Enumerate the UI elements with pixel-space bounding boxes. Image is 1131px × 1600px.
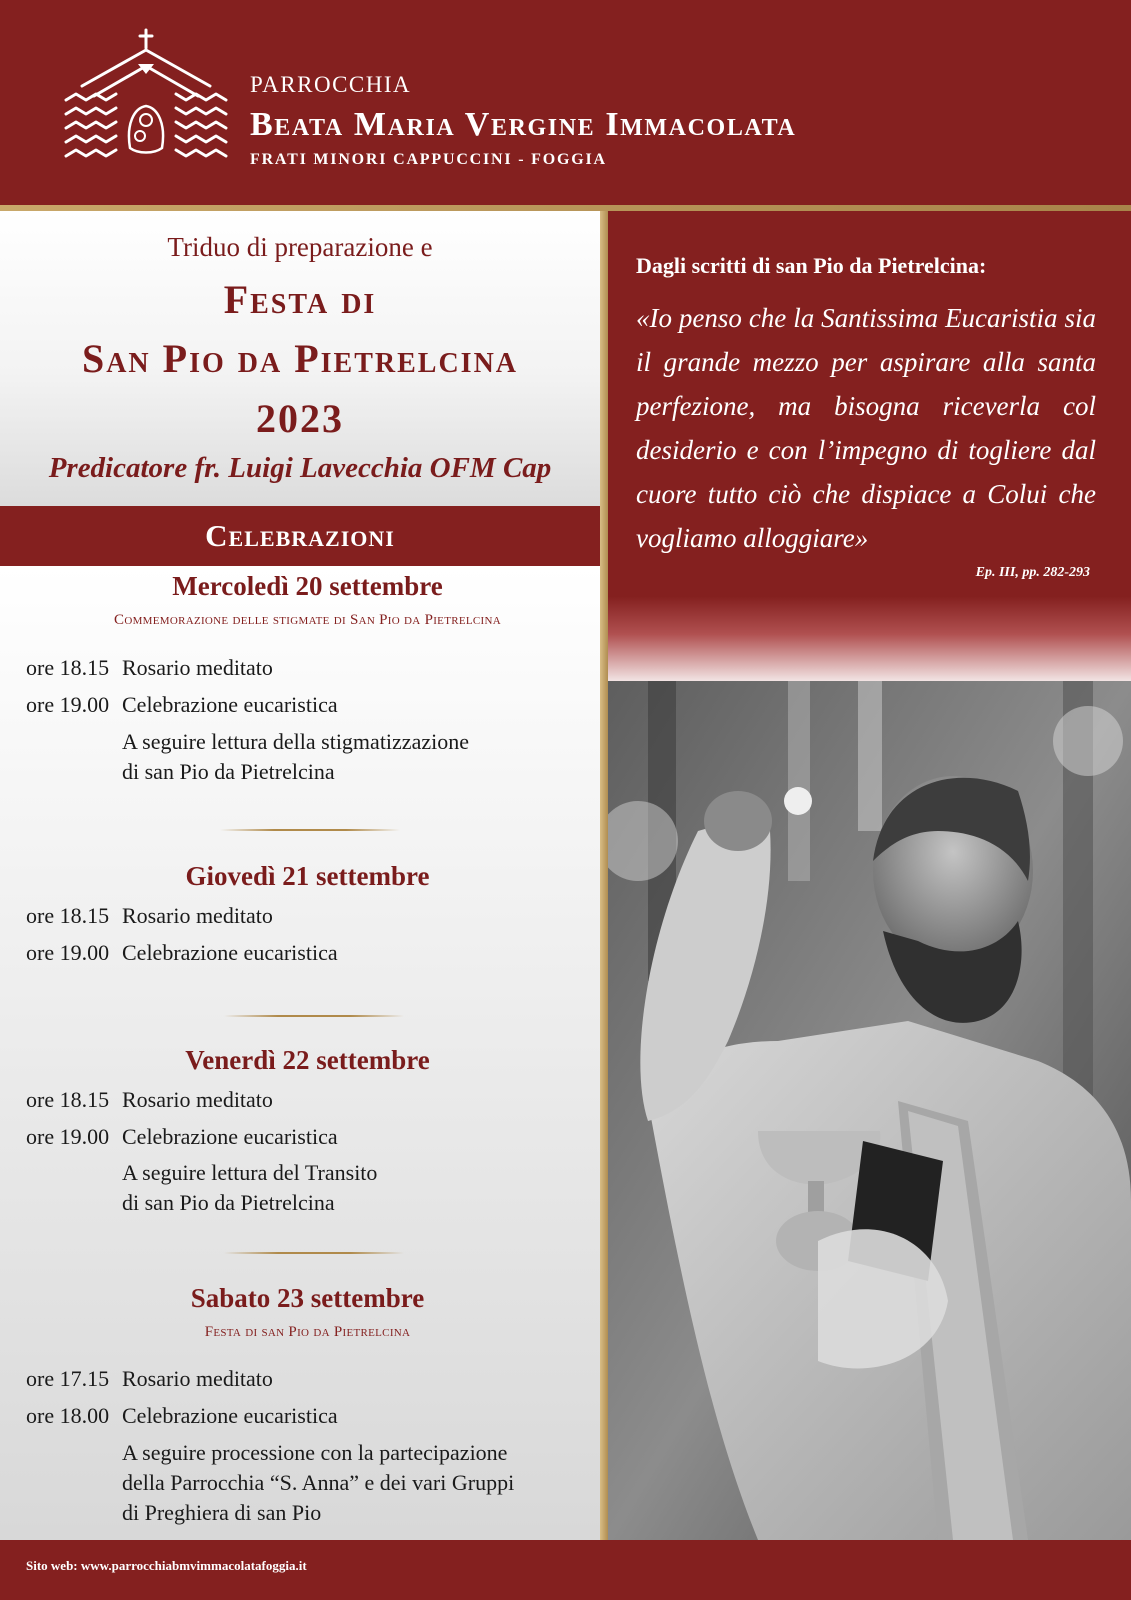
schedule-row: [26, 940, 338, 966]
column-separator: [600, 211, 608, 1540]
schedule-row: [26, 1403, 338, 1429]
quote-heading: Dagli scritti di san Pio da Pietrelcina:: [636, 253, 987, 278]
parish-name: Beata Maria Vergine Immacolata: [250, 106, 797, 143]
schedule-text: Celebrazione eucaristica: [122, 1403, 338, 1428]
schedule-time: ore 18.15: [26, 903, 110, 928]
event-festa-title: Festa di: [223, 277, 377, 322]
celebrations-heading: Celebrazioni: [0, 506, 600, 566]
schedule-note-line: di san Pio da Pietrelcina: [122, 759, 335, 784]
schedule-note-line: di san Pio da Pietrelcina: [122, 1190, 335, 1215]
schedule-row: [26, 1366, 273, 1392]
schedule-note: [122, 1158, 377, 1218]
website-link[interactable]: Sito web: www.parrocchiabmvimmacolatafoggia.it: [26, 1558, 307, 1573]
schedule-text: Rosario meditato: [122, 655, 273, 680]
schedule-time: ore 19.00: [26, 1124, 110, 1149]
schedule-row: [26, 692, 338, 718]
event-year: 2023: [256, 396, 344, 441]
schedule-time: ore 19.00: [26, 940, 110, 965]
saint-pio-photo-icon: [608, 681, 1131, 1540]
event-saint-title: San Pio da Pietrelcina: [81, 336, 519, 381]
parish-label: PARROCCHIA: [250, 72, 412, 97]
event-preacher: Predicatore fr. Luigi Lavecchia OFM Cap: [48, 452, 552, 484]
schedule-note-line: della Parrocchia “S. Anna” e dei vari Gruppi: [122, 1470, 515, 1495]
schedule-text: Celebrazione eucaristica: [122, 1124, 338, 1149]
day-note: Commemorazione delle stigmate di San Pio da Pietrelcina: [114, 612, 501, 628]
parish-subtitle: FRATI MINORI CAPPUCCINI - FOGGIA: [250, 151, 607, 168]
schedule-text: Celebrazione eucaristica: [122, 940, 338, 965]
schedule-note: [122, 1438, 514, 1528]
church-logo-icon: [64, 28, 229, 173]
schedule-row: [26, 1124, 338, 1150]
day-title: Venerdì 22 settembre: [185, 1045, 430, 1075]
schedule-time: ore 18.15: [26, 1087, 110, 1112]
schedule-time: ore 18.00: [26, 1403, 110, 1428]
day-title: Giovedì 21 settembre: [185, 861, 430, 891]
section-divider: [224, 1252, 404, 1254]
day-title: Mercoledì 20 settembre: [172, 571, 443, 601]
quote-reference: Ep. III, pp. 282-293: [975, 565, 1090, 580]
schedule-note: [122, 727, 469, 787]
schedule-note-line: di Preghiera di san Pio: [122, 1500, 322, 1525]
schedule-row: [26, 655, 273, 681]
quote-text: «Io penso che la Santissima Eucaristia sia il grande mezzo per aspirare alla santa perfezione, ma bisogna riceverla col desiderio e con l’impegno di togliere dal cuore tutto ciò che dispiace a Colui che vogliamo alloggiare»: [636, 303, 1096, 553]
schedule-note-line: A seguire lettura della stigmatizzazione: [122, 729, 469, 754]
schedule-text: Rosario meditato: [122, 903, 273, 928]
schedule-text: Rosario meditato: [122, 1366, 273, 1391]
schedule-text: Celebrazione eucaristica: [122, 692, 338, 717]
schedule-note-line: A seguire processione con la partecipazione: [122, 1440, 508, 1465]
day-note: Festa di san Pio da Pietrelcina: [204, 1324, 411, 1340]
schedule-note-line: A seguire lettura del Transito: [122, 1160, 378, 1185]
schedule-time: ore 18.15: [26, 655, 110, 680]
section-divider: [220, 829, 400, 831]
day-title: Sabato 23 settembre: [190, 1283, 425, 1313]
section-divider: [224, 1015, 404, 1017]
schedule-text: Rosario meditato: [122, 1087, 273, 1112]
schedule-row: [26, 903, 273, 929]
event-subtitle: Triduo di preparazione e: [167, 232, 433, 262]
schedule-row: [26, 1087, 273, 1113]
schedule-time: ore 19.00: [26, 692, 110, 717]
schedule-time: ore 17.15: [26, 1366, 110, 1391]
